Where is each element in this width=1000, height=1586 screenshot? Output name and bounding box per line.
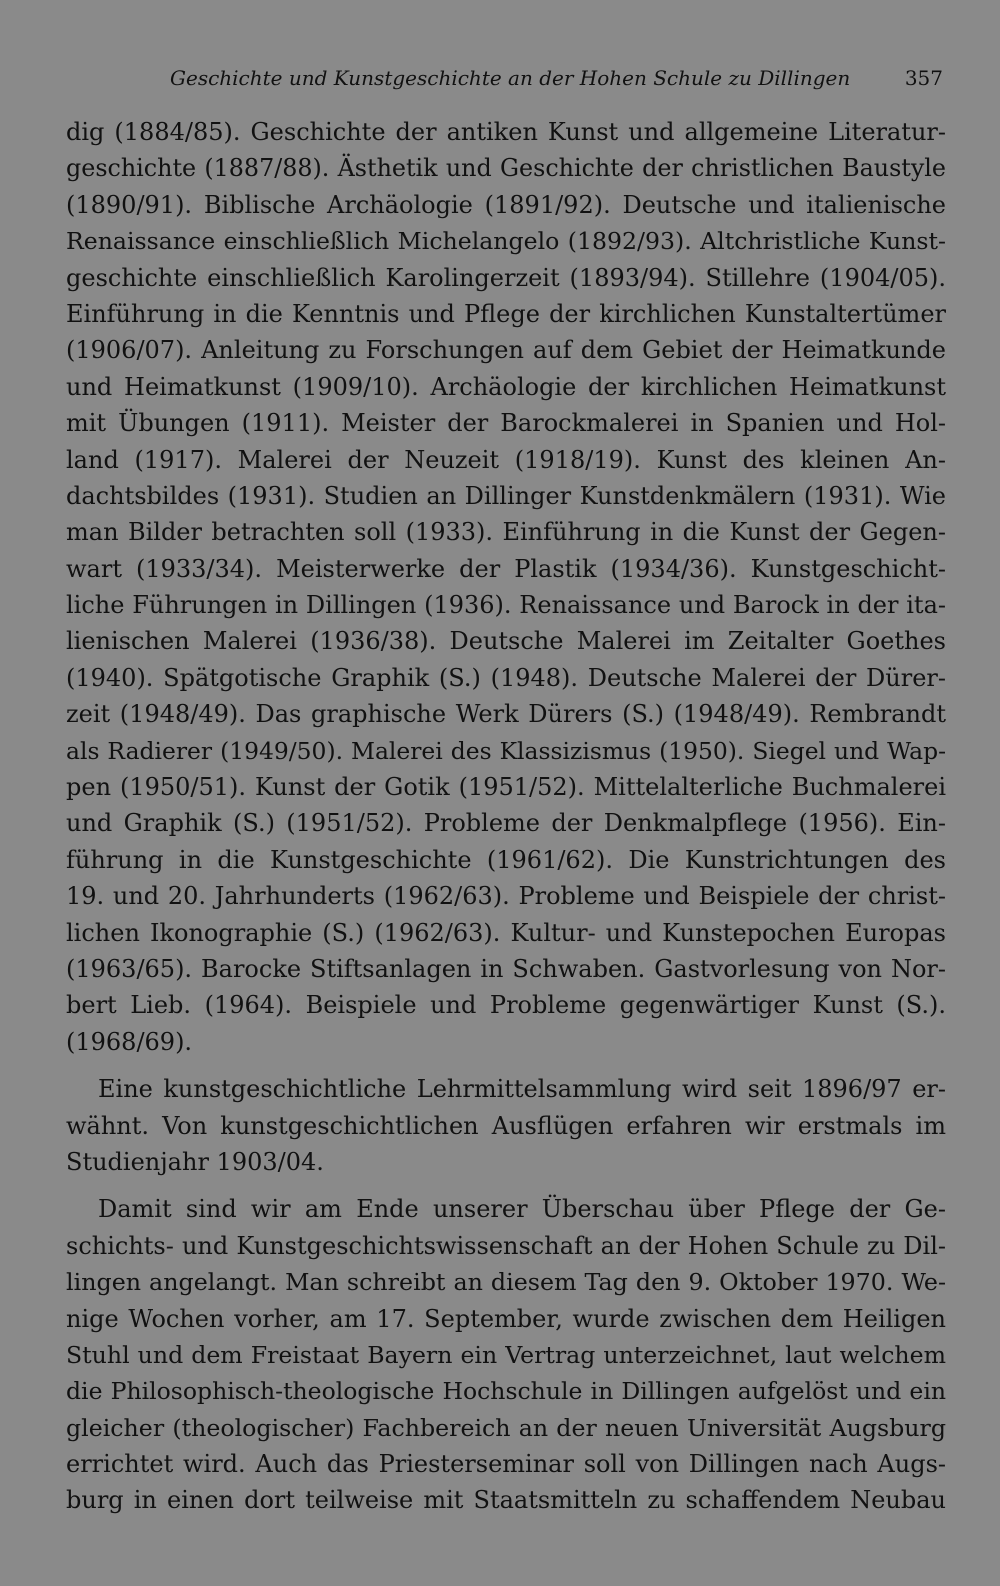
- text-line: geschichte (1887/88). Ästhetik und Geschichte der christlichen Baustyle: [66, 154, 946, 183]
- text-line: 19. und 20. Jahrhunderts (1962/63). Probleme und Beispiele der christ-: [66, 882, 946, 911]
- text-line: die Philosophisch-theologische Hochschule in Dillingen aufgelöst und ein: [66, 1377, 946, 1406]
- text-line: pen (1950/51). Kunst der Gotik (1951/52). Mittelalterliche Buchmalerei: [66, 773, 946, 802]
- book-page: [66, 58, 946, 1519]
- text-line: wähnt. Von kunstgeschichtlichen Ausflügen erfahren wir erstmals im: [66, 1111, 946, 1140]
- text-line: schichts- und Kunstgeschichtswissenschaft an der Hohen Schule zu Dil-: [66, 1231, 946, 1260]
- text-line: nige Wochen vorher, am 17. September, wurde zwischen dem Heiligen: [66, 1304, 946, 1333]
- text-line: (1906/07). Anleitung zu Forschungen auf dem Gebiet der Heimatkunde: [66, 336, 946, 365]
- paragraph-lecture-list: [66, 114, 946, 1060]
- text-line: und Graphik (S.) (1951/52). Probleme der Denkmalpflege (1956). Ein-: [66, 809, 946, 838]
- text-line: land (1917). Malerei der Neuzeit (1918/19). Kunst des kleinen An-: [66, 445, 946, 474]
- text-line: führung in die Kunstgeschichte (1961/62). Die Kunstrichtungen des: [66, 845, 946, 874]
- running-title: Geschichte und Kunstgeschichte an der Hohen Schule zu Dillingen: [170, 66, 851, 90]
- text-line: Renaissance einschließlich Michelangelo (1892/93). Altchristliche Kunst-: [66, 227, 946, 256]
- text-line: Damit sind wir am Ende unserer Überschau über Pflege der Ge-: [98, 1195, 946, 1224]
- text-line: gleicher (theologischer) Fachbereich an der neuen Universität Augsburg: [66, 1413, 946, 1442]
- text-line: lienischen Malerei (1936/38). Deutsche Malerei im Zeitalter Goethes: [66, 627, 946, 656]
- text-line: zeit (1948/49). Das graphische Werk Dürers (S.) (1948/49). Rembrandt: [66, 700, 946, 729]
- text-line: mit Übungen (1911). Meister der Barockmalerei in Spanien und Hol-: [66, 409, 946, 438]
- text-line: lingen angelangt. Man schreibt an diesem Tag den 9. Oktober 1970. We-: [66, 1268, 946, 1297]
- text-line: Eine kunstgeschichtliche Lehrmittelsammlung wird seit 1896/97 er-: [98, 1075, 946, 1104]
- text-line: bert Lieb. (1964). Beispiele und Probleme gegenwärtiger Kunst (S.).: [66, 991, 946, 1020]
- text-line: dig (1884/85). Geschichte der antiken Kunst und allgemeine Literatur-: [66, 118, 946, 146]
- text-line: dachtsbildes (1931). Studien an Dillinger Kunstdenkmälern (1931). Wie: [66, 481, 946, 510]
- text-line: und Heimatkunst (1909/10). Archäologie der kirchlichen Heimatkunst: [66, 372, 946, 401]
- text-line: Studienjahr 1903/04.: [66, 1147, 324, 1176]
- text-line: liche Führungen in Dillingen (1936). Renaissance und Barock in der ita-: [66, 591, 946, 620]
- paragraph-teaching-collection: [66, 1071, 946, 1180]
- text-line: burg in einen dort teilweise mit Staatsmitteln zu schaffendem Neubau: [66, 1486, 946, 1515]
- text-line: lichen Ikonographie (S.) (1962/63). Kultur- und Kunstepochen Europas: [66, 918, 946, 947]
- text-line: geschichte einschließlich Karolingerzeit (1893/94). Stillehre (1904/05).: [66, 263, 946, 292]
- running-header: [66, 58, 946, 98]
- text-line: man Bilder betrachten soll (1933). Einführung in die Kunst der Gegen-: [66, 518, 946, 547]
- text-line: wart (1933/34). Meisterwerke der Plastik (1934/36). Kunstgeschicht-: [66, 554, 946, 583]
- text-line: (1890/91). Biblische Archäologie (1891/92). Deutsche und italienische: [66, 190, 946, 219]
- text-line: (1963/65). Barocke Stiftsanlagen in Schwaben. Gastvorlesung von Nor-: [66, 954, 946, 983]
- text-line: als Radierer (1949/50). Malerei des Klassizismus (1950). Siegel und Wap-: [66, 736, 946, 765]
- text-line: (1940). Spätgotische Graphik (S.) (1948). Deutsche Malerei der Dürer-: [66, 663, 946, 692]
- paragraph-conclusion: [66, 1191, 946, 1519]
- text-line: Stuhl und dem Freistaat Bayern ein Vertrag unterzeichnet, laut welchem: [66, 1340, 946, 1369]
- text-line: Einführung in die Kenntnis und Pflege der kirchlichen Kunstaltertümer: [66, 299, 946, 328]
- text-line: (1968/69).: [66, 1027, 193, 1056]
- text-line: errichtet wird. Auch das Priesterseminar soll von Dillingen nach Augs-: [66, 1450, 946, 1479]
- page-number: 357: [904, 66, 943, 90]
